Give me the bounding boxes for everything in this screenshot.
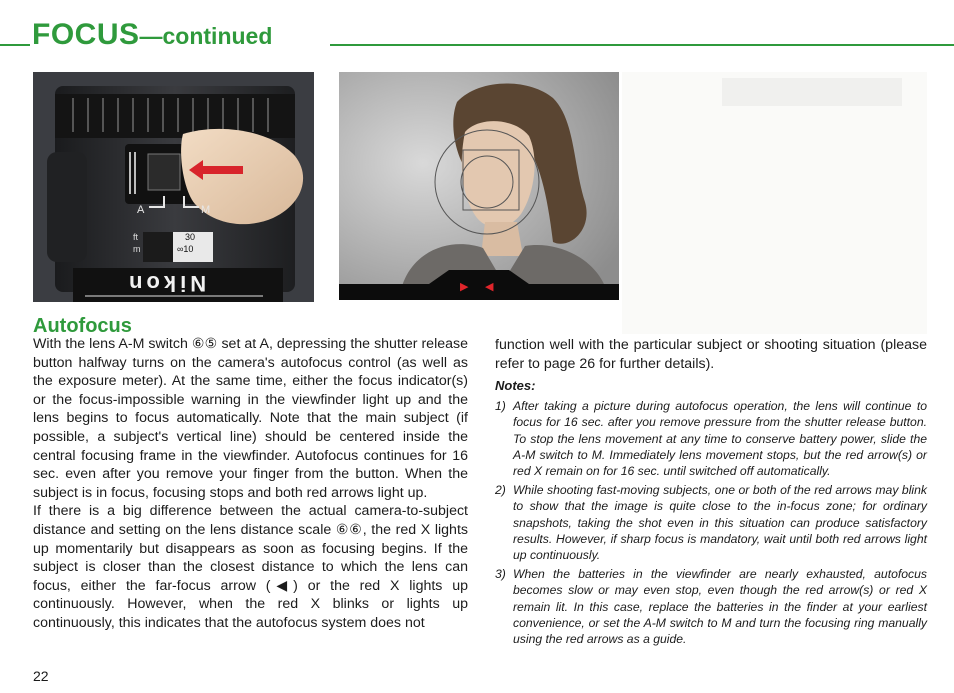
- focus-arrow-right-icon: ▶: [460, 281, 469, 293]
- autofocus-paragraph-2: If there is a big difference between the actual camera-to-subject distance and setting on the lens distance scale ⑥⑥, the red X lights up momentarily but disappears as soon as focusing begins. If the subject is closer than the closest distance to which the lens can focus, either the far-focus arrow (◀) or the red X lights up continuously. However, when the red X blinks or lights up continuously, this indicates that the autofocus system does not: [33, 503, 468, 631]
- note-number: 2): [495, 482, 506, 497]
- lens-distance-ft: 30: [185, 232, 196, 242]
- notes-title: Notes:: [495, 378, 536, 394]
- faded-photo-panel: [622, 72, 927, 334]
- note-text: When the batteries in the viewfinder are nearly exhausted, autofocus becomes slow or may even stop, even though the red arrow(s) or red X remain lit. In this case, replace the batteries in the finder at your earliest convenience, or set the A-M switch to M and turn the focusing ring manually using the red arrows as a guide.: [513, 566, 927, 647]
- lens-scale-bracket: [149, 196, 165, 208]
- note-item: [495, 482, 927, 564]
- notes-list: [495, 398, 927, 648]
- lens-illustration: [33, 72, 314, 302]
- viewfinder-photo: [339, 72, 619, 300]
- header-rule-left: [0, 44, 30, 46]
- lens-brand-logo: Nikon: [125, 271, 207, 296]
- viewfinder-illustration: [339, 72, 619, 300]
- lens-scale-bracket-right: [183, 196, 199, 208]
- note-text: While shooting fast-moving subjects, one or both of the red arrows may blink to show that the image is quite close to the in-focus zone; for ordinary snapshots, taking the shot even in this situation can produce satisfactory results. However, if sharp focus is mandatory, wait until both red arrows light up continuously.: [513, 482, 927, 563]
- page-title-main: FOCUS: [32, 18, 140, 51]
- section-title: Autofocus: [33, 315, 132, 337]
- faded-photo-illustration: [622, 72, 927, 334]
- note-item: [495, 398, 927, 480]
- page-header: [0, 18, 954, 62]
- right-column: [495, 336, 927, 650]
- page-title: [32, 20, 272, 50]
- page-title-sub: —continued: [139, 23, 273, 49]
- lens-distance-m: ∞10: [177, 244, 194, 254]
- note-number: 3): [495, 566, 506, 581]
- lens-m-label: m: [133, 244, 141, 254]
- note-text: After taking a picture during autofocus operation, the lens will continue to focus for 16 sec. after you remove pressure from the shutter release button. To stop the lens movement at any time to conserve battery power, slide the A-M switch to M. Immediately lens movement stops, but the red arrow(s) or red X remain on for 16 sec. until switched off automatically.: [513, 398, 927, 479]
- left-column: [33, 335, 468, 633]
- header-rule-right: [330, 44, 954, 46]
- note-number: 1): [495, 398, 506, 413]
- page-number: 22: [33, 668, 49, 684]
- autofocus-paragraph-1: With the lens A-M switch ⑥⑤ set at A, depressing the shutter release button halfway turns on the camera's autofocus control (as well as the exposure meter). At the same time, either the focus indicator(s) or the focus-impossible warning in the viewfinder light up and the lens begins to focus automatically. Note that the main subject (if possible, a subject's vertical line) should be centered inside the central focusing frame in the viewfinder. Autofocus continues for 16 sec. even after you remove your finger from the button. When the subject is in focus, focusing stops and both red arrows light up.: [33, 336, 468, 501]
- note-item: [495, 566, 927, 648]
- lens-photo: [33, 72, 314, 302]
- lens-ft-label: ft: [133, 232, 139, 242]
- lens-scale-a-label: A: [137, 204, 145, 216]
- autofocus-paragraph-3: function well with the particular subject or shooting situation (please refer to page 26 for further details).: [495, 337, 927, 372]
- lens-scale-m-label: M: [201, 204, 211, 216]
- focus-arrow-left-icon: ◀: [485, 281, 494, 293]
